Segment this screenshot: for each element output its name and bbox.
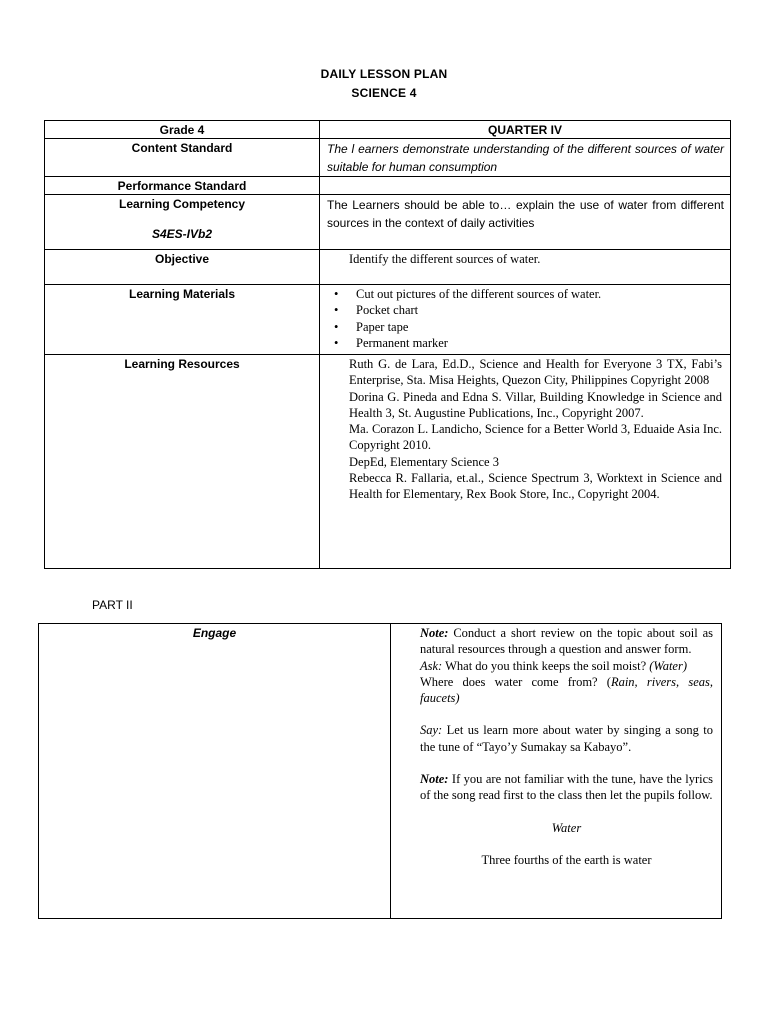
learning-resources-cell [320,355,731,569]
bullet-icon: • [334,319,339,334]
learning-materials-label: Learning Materials [45,285,320,355]
table-row [45,195,731,250]
content-standard-value: The l earners demonstrate understanding of the different sources of water suitable for human consumption [320,139,731,177]
part-ii-heading: PART II [92,598,133,612]
objective-label: Objective [45,250,320,285]
bullet-icon: • [334,303,339,318]
list-item: • Paper tape [334,319,409,334]
engage-table [38,623,722,919]
learning-resources-label: Learning Resources [45,355,320,569]
performance-standard-value [320,177,731,195]
bullet-icon: • [334,287,339,301]
note2-paragraph: Note: If you are not familiar with the tune, have the lyrics of the song read first to the class then let the pupils follow. [420,772,713,803]
objective-value: Identify the different sources of water. [320,250,731,285]
table-row [45,355,731,569]
resource-item: DepEd, Elementary Science 3 [349,454,499,469]
materials-list [320,285,730,351]
note-paragraph: Note: Conduct a short review on the topic about soil as natural resources through a question and answer form. [420,626,713,657]
resource-item: Dorina G. Pineda and Edna S. Villar, Building Knowledge in Science and Health 3, St. Augustine Publications, Inc., Copyright 2007. [349,389,722,420]
content-standard-label: Content Standard [45,139,320,177]
competency-code: S4ES-IVb2 [151,227,213,241]
learning-materials-cell [320,285,731,355]
list-item: • Permanent marker [334,335,448,350]
resource-item: Rebecca R. Fallaria, et.al., Science Spectrum 3, Worktext in Science and Health for Elementary, Rex Book Store, Inc., Copyright 2004. [349,471,722,502]
table-row [45,285,731,355]
learning-competency-value: The Learners should be able to… explain the use of water from different sources in the context of daily activities [320,195,731,250]
ask-paragraph: Ask: What do you think keeps the soil moist? (Water) [420,658,687,673]
say-paragraph: Say: Let us learn more about water by singing a song to the tune of “Tayo’y Sumakay sa Kabayo”. [420,723,713,754]
list-item: • Pocket chart [334,303,419,318]
document-subject: SCIENCE 4 [351,86,417,100]
table-row [39,624,722,919]
learning-competency-label-cell [45,195,320,250]
bullet-icon: • [334,335,339,350]
quarter-cell: QUARTER IV [320,121,731,139]
lesson-plan-table [44,120,731,569]
table-row [45,139,731,177]
resource-item: Ma. Corazon L. Landicho, Science for a Better World 3, Eduaide Asia Inc. Copyright 2010. [349,422,722,453]
song-line: Three fourths of the earth is water [481,852,652,867]
learning-competency-label: Learning Competency [118,197,246,211]
list-item: • Cut out pictures of the different sources of water. [334,287,602,301]
table-row [45,250,731,285]
table-row [45,121,731,139]
question-paragraph: Where does water come from? (Rain, rivers, seas, faucets) [420,674,713,706]
resource-item: Ruth G. de Lara, Ed.D., Science and Health for Everyone 3 TX, Fabi’s Enterprise, Sta. Misa Heights, Quezon City, Philippines Copyright 2008 [349,357,722,388]
engage-content [391,624,722,919]
performance-standard-label: Performance Standard [45,177,320,195]
grade-cell: Grade 4 [45,121,320,139]
table-row [45,177,731,195]
song-title: Water [551,820,582,835]
engage-label: Engage [39,624,391,919]
document-title: DAILY LESSON PLAN [320,67,448,81]
